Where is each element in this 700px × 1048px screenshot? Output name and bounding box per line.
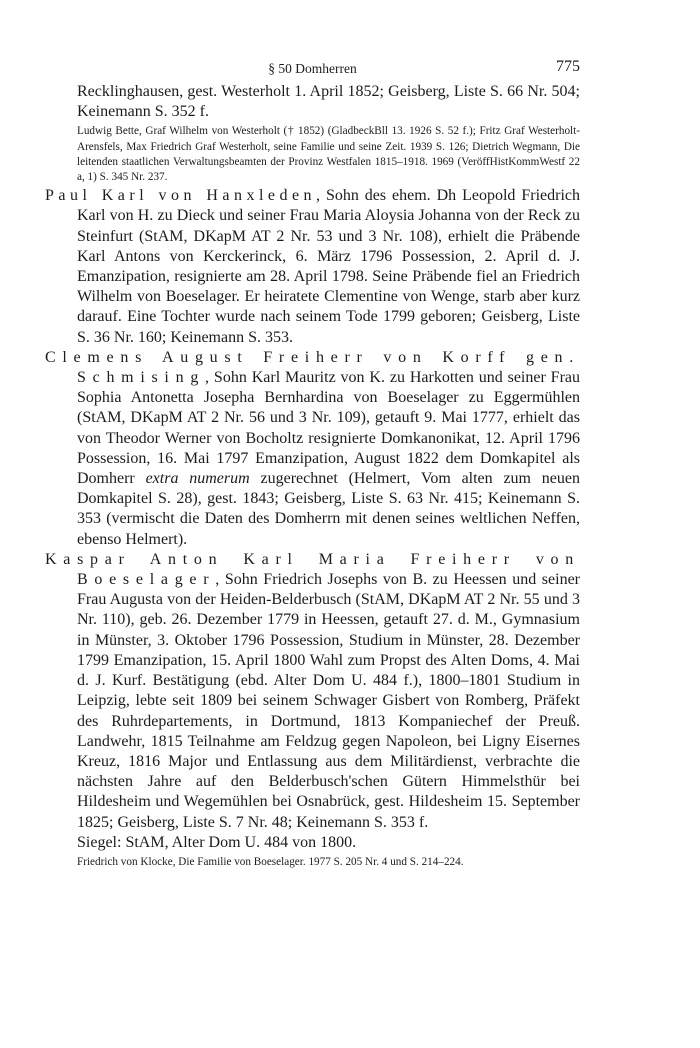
entry-text: , Sohn Karl Mauritz von K. zu Harkotten und seiner Frau Sophia Antonetta Josepha Bernhardina von Boeselager zu Eggermühlen (StAM, DKapM AT 2 Nr. 56 und 3 Nr. 109), getauft 9. Mai 1777, erhielt das von Theodor Werner von Bocholtz resignierte Domkanonikat, 12. April 1796 Possession, 16. Mai 1797 Emanzipation, August 1822 dem Domkapitel als Domherr	[77, 369, 580, 488]
entry-name: Clemens August Freiherr von Korff gen. Schmising	[45, 348, 580, 387]
entry-name: Kaspar Anton Karl Maria Freiherr von Boeselager	[45, 550, 580, 589]
seal-note: Siegel: StAM, Alter Dom U. 484 von 1800.	[77, 833, 357, 851]
entry-hanxleden	[45, 186, 580, 348]
entry-text: , Sohn des ehem. Dh Leopold Friedrich Karl von H. zu Dieck und seiner Frau Maria Aloysia Johanna von der Reck zu Steinfurt (StAM, DKapM AT 2 Nr. 53 und 3 Nr. 108), erhielt die Präbende Karl Antons von Kerckerinck, 6. März 1796 Possession, 2. April d. J. Emanzipation, resignierte am 28. April 1798. Seine Präbende fiel an Friedrich Wilhelm von Boeselager. Er heiratete Clementine von Wenge, starb aber kurz darauf. Eine Tochter wurde nach seinem Tode 1799 geboren; Geisberg, Liste S. 36 Nr. 160; Keinemann S. 353.	[77, 187, 580, 346]
entry-text-continued: zugerechnet (Helmert, Vom alten zum neuen Domkapitel S. 28), gest. 1843; Geisberg, Liste S. 63 Nr. 415; Keinemann S. 353 (vermischt die Daten des Domherrn mit denen seines weltlichen Neffen, ebenso Helmert).	[77, 470, 581, 548]
continuation-literature: Ludwig Bette, Graf Wilhelm von Westerholt († 1852) (GladbeckBll 13. 1926 S. 52 f.); Fritz Graf Westerholt-Arensfels, Max Friedrich Graf Westerholt, seine Familie und seine Zeit. 1939 S. 126; Dietrich Wegmann, Die leitenden staatlichen Verwaltungsbeamten der Provinz Westfalen 1815–1918. 1969 (VeröffHistKommWestf 22 a, 1) S. 345 Nr. 237.	[77, 125, 580, 184]
entry-boeselager	[45, 550, 580, 833]
continuation-paragraph: Recklinghausen, gest. Westerholt 1. April 1852; Geisberg, Liste S. 66 Nr. 504; Keinemann S. 352 f.	[77, 83, 580, 121]
book-page	[45, 58, 580, 870]
running-header	[45, 58, 580, 82]
entry-name: Paul Karl von Hanxleden	[45, 187, 317, 205]
entry-literature: Friedrich von Klocke, Die Familie von Boeselager. 1977 S. 205 Nr. 4 und S. 214–224.	[77, 855, 464, 868]
italic-phrase: extra numerum	[145, 470, 250, 488]
section-title: § 50 Domherren	[268, 61, 357, 76]
entry-korff-schmising	[45, 348, 580, 550]
entry-text: , Sohn Friedrich Josephs von B. zu Heessen und seiner Frau Augusta von der Heiden-Belderbusch (StAM, DKapM AT 2 Nr. 55 und 3 Nr. 110), geb. 26. Dezember 1779 in Heessen, getauft 27. d. M., Gymnasium in Münster, 3. Oktober 1796 Possession, Studium in Münster, 28. Dezember 1799 Emanzipation, 15. April 1800 Wahl zum Propst des Alten Doms, 4. Mai d. J. Kurf. Bestätigung (ebd. Alter Dom U. 484 f.), 1800–1801 Studium in Leipzig, lebte seit 1809 bei seinem Schwager Gisbert von Romberg, Präfekt des Ruhrdepartements, in Dortmund, 1813 Kompaniechef der Preuß. Landwehr, 1815 Teilnahme am Feldzug gegen Napoleon, bei Ligny Eisernes Kreuz, 1816 Major und Entlassung aus dem Militärdienst, verbrachte die nächsten Jahre auf den Belderbusch'schen Gütern Himmelsthür bei Hildesheim und Wegemühlen bei Osnabrück, gest. Hildesheim 15. September 1825; Geisberg, Liste S. 7 Nr. 48; Keinemann S. 353 f.	[77, 571, 580, 831]
page-number: 775	[556, 58, 580, 75]
